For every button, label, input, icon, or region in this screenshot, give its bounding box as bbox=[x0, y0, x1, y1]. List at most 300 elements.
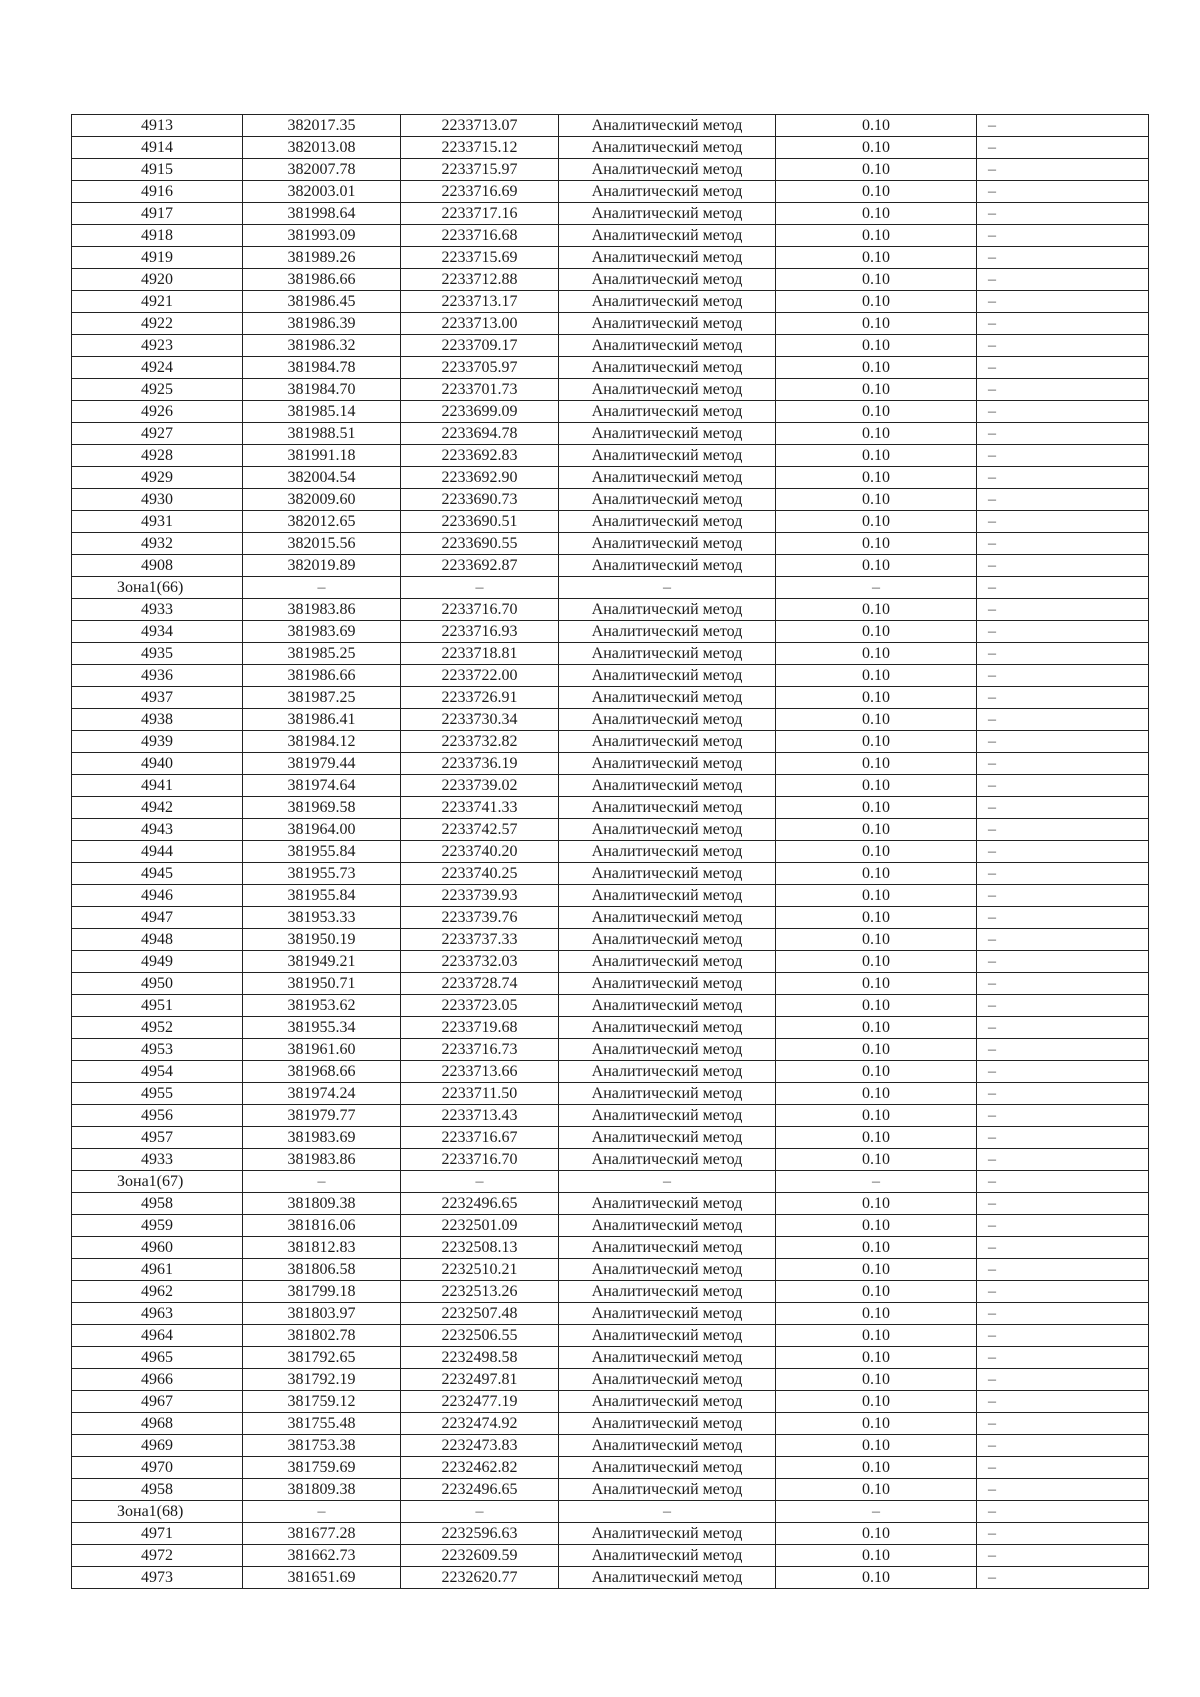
accuracy-cell: 0.10 bbox=[776, 1435, 977, 1457]
point-number-cell: 4957 bbox=[72, 1127, 243, 1149]
table-row bbox=[72, 621, 1149, 643]
y-coordinate-cell: 2233705.97 bbox=[401, 357, 559, 379]
note-cell: – bbox=[977, 203, 1149, 225]
accuracy-cell: 0.10 bbox=[776, 1149, 977, 1171]
table-row bbox=[72, 1435, 1149, 1457]
y-coordinate-cell: 2232620.77 bbox=[401, 1567, 559, 1589]
method-cell: Аналитический метод bbox=[559, 929, 776, 951]
x-coordinate-cell: 381974.64 bbox=[243, 775, 401, 797]
x-coordinate-cell: 381677.28 bbox=[243, 1523, 401, 1545]
accuracy-cell: 0.10 bbox=[776, 1105, 977, 1127]
note-cell: – bbox=[977, 621, 1149, 643]
y-coordinate-cell: 2232498.58 bbox=[401, 1347, 559, 1369]
note-cell: – bbox=[977, 599, 1149, 621]
accuracy-cell: 0.10 bbox=[776, 115, 977, 137]
y-coordinate-cell: 2233716.93 bbox=[401, 621, 559, 643]
method-cell: Аналитический метод bbox=[559, 247, 776, 269]
method-cell: Аналитический метод bbox=[559, 1061, 776, 1083]
y-coordinate-cell: 2232513.26 bbox=[401, 1281, 559, 1303]
point-number-cell: 4943 bbox=[72, 819, 243, 841]
note-cell: – bbox=[977, 1017, 1149, 1039]
note-cell: – bbox=[977, 665, 1149, 687]
x-coordinate-cell: 381998.64 bbox=[243, 203, 401, 225]
x-coordinate-cell: 381799.18 bbox=[243, 1281, 401, 1303]
table-row bbox=[72, 819, 1149, 841]
y-coordinate-cell: 2233692.90 bbox=[401, 467, 559, 489]
accuracy-cell: 0.10 bbox=[776, 1523, 977, 1545]
note-cell: – bbox=[977, 1215, 1149, 1237]
accuracy-cell: 0.10 bbox=[776, 1457, 977, 1479]
point-number-cell: 4967 bbox=[72, 1391, 243, 1413]
method-cell: Аналитический метод bbox=[559, 203, 776, 225]
x-coordinate-cell: 381984.70 bbox=[243, 379, 401, 401]
table-row bbox=[72, 247, 1149, 269]
accuracy-cell: 0.10 bbox=[776, 357, 977, 379]
x-coordinate-cell: 381662.73 bbox=[243, 1545, 401, 1567]
table-row bbox=[72, 1193, 1149, 1215]
point-number-cell: 4969 bbox=[72, 1435, 243, 1457]
y-coordinate-cell: 2232508.13 bbox=[401, 1237, 559, 1259]
point-number-cell: 4947 bbox=[72, 907, 243, 929]
y-coordinate-cell: 2232496.65 bbox=[401, 1193, 559, 1215]
accuracy-cell: 0.10 bbox=[776, 819, 977, 841]
note-cell: – bbox=[977, 1457, 1149, 1479]
x-coordinate-cell: 381806.58 bbox=[243, 1259, 401, 1281]
zone-header-row bbox=[72, 1171, 1149, 1193]
x-coordinate-cell: 381759.69 bbox=[243, 1457, 401, 1479]
x-coordinate-cell: 381983.69 bbox=[243, 1127, 401, 1149]
table-row bbox=[72, 687, 1149, 709]
table-row bbox=[72, 1325, 1149, 1347]
x-coordinate-cell: 381986.66 bbox=[243, 269, 401, 291]
zone-header-row bbox=[72, 1501, 1149, 1523]
x-coordinate-cell: 381986.39 bbox=[243, 313, 401, 335]
note-cell: – bbox=[977, 995, 1149, 1017]
accuracy-cell: 0.10 bbox=[776, 1413, 977, 1435]
accuracy-cell: 0.10 bbox=[776, 709, 977, 731]
method-cell: Аналитический метод bbox=[559, 1457, 776, 1479]
x-coordinate-cell: – bbox=[243, 577, 401, 599]
accuracy-cell: 0.10 bbox=[776, 797, 977, 819]
x-coordinate-cell: 382017.35 bbox=[243, 115, 401, 137]
note-cell: – bbox=[977, 115, 1149, 137]
table-row bbox=[72, 797, 1149, 819]
point-number-cell: 4973 bbox=[72, 1567, 243, 1589]
method-cell: Аналитический метод bbox=[559, 533, 776, 555]
accuracy-cell: 0.10 bbox=[776, 731, 977, 753]
table-row bbox=[72, 1413, 1149, 1435]
y-coordinate-cell: 2233732.03 bbox=[401, 951, 559, 973]
note-cell: – bbox=[977, 1369, 1149, 1391]
note-cell: – bbox=[977, 313, 1149, 335]
table-row bbox=[72, 1039, 1149, 1061]
note-cell: – bbox=[977, 1435, 1149, 1457]
table-row bbox=[72, 1259, 1149, 1281]
point-number-cell: 4924 bbox=[72, 357, 243, 379]
y-coordinate-cell: 2233692.83 bbox=[401, 445, 559, 467]
y-coordinate-cell: 2233694.78 bbox=[401, 423, 559, 445]
x-coordinate-cell: 381809.38 bbox=[243, 1193, 401, 1215]
x-coordinate-cell: 381809.38 bbox=[243, 1479, 401, 1501]
x-coordinate-cell: 381985.25 bbox=[243, 643, 401, 665]
note-cell: – bbox=[977, 797, 1149, 819]
note-cell: – bbox=[977, 225, 1149, 247]
table-row bbox=[72, 709, 1149, 731]
point-number-cell: 4933 bbox=[72, 1149, 243, 1171]
accuracy-cell: 0.10 bbox=[776, 1193, 977, 1215]
method-cell: Аналитический метод bbox=[559, 1413, 776, 1435]
y-coordinate-cell: 2233715.12 bbox=[401, 137, 559, 159]
table-row bbox=[72, 1457, 1149, 1479]
table-row bbox=[72, 1127, 1149, 1149]
method-cell: Аналитический метод bbox=[559, 137, 776, 159]
accuracy-cell: – bbox=[776, 1501, 977, 1523]
table-row bbox=[72, 1017, 1149, 1039]
method-cell: Аналитический метод bbox=[559, 1545, 776, 1567]
table-row bbox=[72, 467, 1149, 489]
y-coordinate-cell: 2232477.19 bbox=[401, 1391, 559, 1413]
y-coordinate-cell: 2233713.66 bbox=[401, 1061, 559, 1083]
point-number-cell: 4928 bbox=[72, 445, 243, 467]
note-cell: – bbox=[977, 1347, 1149, 1369]
note-cell: – bbox=[977, 577, 1149, 599]
table-row bbox=[72, 269, 1149, 291]
point-number-cell: 4949 bbox=[72, 951, 243, 973]
table-row bbox=[72, 841, 1149, 863]
table-row bbox=[72, 533, 1149, 555]
x-coordinate-cell: 381955.34 bbox=[243, 1017, 401, 1039]
note-cell: – bbox=[977, 643, 1149, 665]
method-cell: Аналитический метод bbox=[559, 313, 776, 335]
point-number-cell: 4958 bbox=[72, 1193, 243, 1215]
method-cell: Аналитический метод bbox=[559, 511, 776, 533]
method-cell: Аналитический метод bbox=[559, 621, 776, 643]
note-cell: – bbox=[977, 1061, 1149, 1083]
accuracy-cell: 0.10 bbox=[776, 687, 977, 709]
x-coordinate-cell: 381953.62 bbox=[243, 995, 401, 1017]
accuracy-cell: 0.10 bbox=[776, 907, 977, 929]
method-cell: Аналитический метод bbox=[559, 1479, 776, 1501]
point-number-cell: 4933 bbox=[72, 599, 243, 621]
x-coordinate-cell: 381984.12 bbox=[243, 731, 401, 753]
note-cell: – bbox=[977, 247, 1149, 269]
accuracy-cell: 0.10 bbox=[776, 1545, 977, 1567]
table-row bbox=[72, 885, 1149, 907]
accuracy-cell: 0.10 bbox=[776, 225, 977, 247]
point-number-cell: 4968 bbox=[72, 1413, 243, 1435]
accuracy-cell: 0.10 bbox=[776, 643, 977, 665]
y-coordinate-cell: 2233726.91 bbox=[401, 687, 559, 709]
x-coordinate-cell: 381964.00 bbox=[243, 819, 401, 841]
point-number-cell: 4930 bbox=[72, 489, 243, 511]
note-cell: – bbox=[977, 1501, 1149, 1523]
x-coordinate-cell: 381983.86 bbox=[243, 599, 401, 621]
method-cell: Аналитический метод bbox=[559, 841, 776, 863]
coordinates-table-body bbox=[72, 115, 1149, 1589]
method-cell: Аналитический метод bbox=[559, 1325, 776, 1347]
point-number-cell: 4927 bbox=[72, 423, 243, 445]
x-coordinate-cell: 382019.89 bbox=[243, 555, 401, 577]
note-cell: – bbox=[977, 819, 1149, 841]
point-number-cell: 4942 bbox=[72, 797, 243, 819]
table-row bbox=[72, 753, 1149, 775]
note-cell: – bbox=[977, 929, 1149, 951]
note-cell: – bbox=[977, 1523, 1149, 1545]
method-cell: – bbox=[559, 1171, 776, 1193]
point-number-cell: 4916 bbox=[72, 181, 243, 203]
y-coordinate-cell: 2232473.83 bbox=[401, 1435, 559, 1457]
y-coordinate-cell: 2233716.67 bbox=[401, 1127, 559, 1149]
point-number-cell: 4951 bbox=[72, 995, 243, 1017]
point-number-cell: 4963 bbox=[72, 1303, 243, 1325]
table-row bbox=[72, 555, 1149, 577]
note-cell: – bbox=[977, 423, 1149, 445]
accuracy-cell: 0.10 bbox=[776, 1281, 977, 1303]
y-coordinate-cell: 2233713.07 bbox=[401, 115, 559, 137]
y-coordinate-cell: 2233716.73 bbox=[401, 1039, 559, 1061]
method-cell: Аналитический метод bbox=[559, 269, 776, 291]
note-cell: – bbox=[977, 753, 1149, 775]
table-row bbox=[72, 1347, 1149, 1369]
accuracy-cell: 0.10 bbox=[776, 1215, 977, 1237]
method-cell: – bbox=[559, 1501, 776, 1523]
coordinates-table bbox=[71, 114, 1149, 1589]
point-number-cell: 4908 bbox=[72, 555, 243, 577]
y-coordinate-cell: 2233728.74 bbox=[401, 973, 559, 995]
table-row bbox=[72, 1545, 1149, 1567]
note-cell: – bbox=[977, 1039, 1149, 1061]
note-cell: – bbox=[977, 775, 1149, 797]
accuracy-cell: 0.10 bbox=[776, 1237, 977, 1259]
table-row bbox=[72, 489, 1149, 511]
y-coordinate-cell: 2232462.82 bbox=[401, 1457, 559, 1479]
table-row bbox=[72, 1281, 1149, 1303]
point-number-cell: 4954 bbox=[72, 1061, 243, 1083]
method-cell: Аналитический метод bbox=[559, 973, 776, 995]
method-cell: Аналитический метод bbox=[559, 1039, 776, 1061]
method-cell: Аналитический метод bbox=[559, 291, 776, 313]
y-coordinate-cell: – bbox=[401, 577, 559, 599]
note-cell: – bbox=[977, 1281, 1149, 1303]
accuracy-cell: 0.10 bbox=[776, 335, 977, 357]
method-cell: Аналитический метод bbox=[559, 599, 776, 621]
note-cell: – bbox=[977, 1391, 1149, 1413]
note-cell: – bbox=[977, 709, 1149, 731]
point-number-cell: 4948 bbox=[72, 929, 243, 951]
method-cell: Аналитический метод bbox=[559, 1347, 776, 1369]
note-cell: – bbox=[977, 1325, 1149, 1347]
y-coordinate-cell: 2233716.70 bbox=[401, 1149, 559, 1171]
accuracy-cell: 0.10 bbox=[776, 1567, 977, 1589]
accuracy-cell: 0.10 bbox=[776, 247, 977, 269]
y-coordinate-cell: 2232497.81 bbox=[401, 1369, 559, 1391]
note-cell: – bbox=[977, 445, 1149, 467]
note-cell: – bbox=[977, 269, 1149, 291]
method-cell: Аналитический метод bbox=[559, 995, 776, 1017]
accuracy-cell: 0.10 bbox=[776, 621, 977, 643]
point-number-cell: 4917 bbox=[72, 203, 243, 225]
note-cell: – bbox=[977, 1413, 1149, 1435]
note-cell: – bbox=[977, 555, 1149, 577]
x-coordinate-cell: 381968.66 bbox=[243, 1061, 401, 1083]
y-coordinate-cell: 2233736.19 bbox=[401, 753, 559, 775]
note-cell: – bbox=[977, 489, 1149, 511]
x-coordinate-cell: 381979.44 bbox=[243, 753, 401, 775]
method-cell: Аналитический метод bbox=[559, 1083, 776, 1105]
point-number-cell: 4966 bbox=[72, 1369, 243, 1391]
y-coordinate-cell: 2233690.73 bbox=[401, 489, 559, 511]
note-cell: – bbox=[977, 1083, 1149, 1105]
accuracy-cell: 0.10 bbox=[776, 863, 977, 885]
method-cell: Аналитический метод bbox=[559, 797, 776, 819]
x-coordinate-cell: 381986.32 bbox=[243, 335, 401, 357]
zone-label-cell: Зона1(66) bbox=[72, 577, 243, 599]
accuracy-cell: 0.10 bbox=[776, 1127, 977, 1149]
table-row bbox=[72, 357, 1149, 379]
x-coordinate-cell: 382013.08 bbox=[243, 137, 401, 159]
accuracy-cell: 0.10 bbox=[776, 665, 977, 687]
method-cell: Аналитический метод bbox=[559, 907, 776, 929]
note-cell: – bbox=[977, 181, 1149, 203]
method-cell: Аналитический метод bbox=[559, 1435, 776, 1457]
note-cell: – bbox=[977, 951, 1149, 973]
point-number-cell: 4920 bbox=[72, 269, 243, 291]
accuracy-cell: 0.10 bbox=[776, 973, 977, 995]
accuracy-cell: 0.10 bbox=[776, 401, 977, 423]
x-coordinate-cell: – bbox=[243, 1501, 401, 1523]
x-coordinate-cell: 382009.60 bbox=[243, 489, 401, 511]
table-row bbox=[72, 335, 1149, 357]
accuracy-cell: 0.10 bbox=[776, 181, 977, 203]
method-cell: Аналитический метод bbox=[559, 401, 776, 423]
point-number-cell: 4946 bbox=[72, 885, 243, 907]
point-number-cell: 4970 bbox=[72, 1457, 243, 1479]
y-coordinate-cell: – bbox=[401, 1171, 559, 1193]
x-coordinate-cell: 381991.18 bbox=[243, 445, 401, 467]
y-coordinate-cell: 2233692.87 bbox=[401, 555, 559, 577]
method-cell: Аналитический метод bbox=[559, 1303, 776, 1325]
x-coordinate-cell: 382004.54 bbox=[243, 467, 401, 489]
x-coordinate-cell: 381983.69 bbox=[243, 621, 401, 643]
y-coordinate-cell: 2233711.50 bbox=[401, 1083, 559, 1105]
note-cell: – bbox=[977, 159, 1149, 181]
method-cell: Аналитический метод bbox=[559, 423, 776, 445]
note-cell: – bbox=[977, 1303, 1149, 1325]
y-coordinate-cell: 2233718.81 bbox=[401, 643, 559, 665]
x-coordinate-cell: 381983.86 bbox=[243, 1149, 401, 1171]
note-cell: – bbox=[977, 511, 1149, 533]
point-number-cell: 4915 bbox=[72, 159, 243, 181]
x-coordinate-cell: 381759.12 bbox=[243, 1391, 401, 1413]
point-number-cell: 4914 bbox=[72, 137, 243, 159]
point-number-cell: 4965 bbox=[72, 1347, 243, 1369]
x-coordinate-cell: – bbox=[243, 1171, 401, 1193]
accuracy-cell: 0.10 bbox=[776, 841, 977, 863]
method-cell: Аналитический метод bbox=[559, 489, 776, 511]
table-row bbox=[72, 445, 1149, 467]
zone-label-cell: Зона1(67) bbox=[72, 1171, 243, 1193]
accuracy-cell: 0.10 bbox=[776, 775, 977, 797]
table-row bbox=[72, 907, 1149, 929]
method-cell: Аналитический метод bbox=[559, 1149, 776, 1171]
accuracy-cell: 0.10 bbox=[776, 885, 977, 907]
x-coordinate-cell: 381955.73 bbox=[243, 863, 401, 885]
method-cell: Аналитический метод bbox=[559, 643, 776, 665]
y-coordinate-cell: 2232501.09 bbox=[401, 1215, 559, 1237]
point-number-cell: 4937 bbox=[72, 687, 243, 709]
point-number-cell: 4950 bbox=[72, 973, 243, 995]
y-coordinate-cell: 2233716.68 bbox=[401, 225, 559, 247]
table-row bbox=[72, 1303, 1149, 1325]
note-cell: – bbox=[977, 731, 1149, 753]
method-cell: Аналитический метод bbox=[559, 819, 776, 841]
accuracy-cell: 0.10 bbox=[776, 1259, 977, 1281]
method-cell: – bbox=[559, 577, 776, 599]
y-coordinate-cell: 2233723.05 bbox=[401, 995, 559, 1017]
y-coordinate-cell: 2233699.09 bbox=[401, 401, 559, 423]
point-number-cell: 4964 bbox=[72, 1325, 243, 1347]
accuracy-cell: 0.10 bbox=[776, 269, 977, 291]
table-row bbox=[72, 599, 1149, 621]
note-cell: – bbox=[977, 379, 1149, 401]
table-row bbox=[72, 203, 1149, 225]
table-row bbox=[72, 313, 1149, 335]
accuracy-cell: 0.10 bbox=[776, 489, 977, 511]
point-number-cell: 4913 bbox=[72, 115, 243, 137]
y-coordinate-cell: 2232510.21 bbox=[401, 1259, 559, 1281]
method-cell: Аналитический метод bbox=[559, 709, 776, 731]
method-cell: Аналитический метод bbox=[559, 1193, 776, 1215]
table-row bbox=[72, 973, 1149, 995]
y-coordinate-cell: 2233740.25 bbox=[401, 863, 559, 885]
point-number-cell: 4939 bbox=[72, 731, 243, 753]
x-coordinate-cell: 381969.58 bbox=[243, 797, 401, 819]
method-cell: Аналитический метод bbox=[559, 181, 776, 203]
table-row bbox=[72, 291, 1149, 313]
point-number-cell: 4922 bbox=[72, 313, 243, 335]
point-number-cell: 4932 bbox=[72, 533, 243, 555]
accuracy-cell: 0.10 bbox=[776, 1017, 977, 1039]
method-cell: Аналитический метод bbox=[559, 687, 776, 709]
x-coordinate-cell: 381979.77 bbox=[243, 1105, 401, 1127]
accuracy-cell: 0.10 bbox=[776, 1061, 977, 1083]
y-coordinate-cell: 2233716.70 bbox=[401, 599, 559, 621]
y-coordinate-cell: 2232609.59 bbox=[401, 1545, 559, 1567]
method-cell: Аналитический метод bbox=[559, 1017, 776, 1039]
y-coordinate-cell: 2232496.65 bbox=[401, 1479, 559, 1501]
point-number-cell: 4958 bbox=[72, 1479, 243, 1501]
table-row bbox=[72, 1215, 1149, 1237]
method-cell: Аналитический метод bbox=[559, 665, 776, 687]
y-coordinate-cell: 2233737.33 bbox=[401, 929, 559, 951]
accuracy-cell: 0.10 bbox=[776, 1083, 977, 1105]
y-coordinate-cell: 2233713.00 bbox=[401, 313, 559, 335]
accuracy-cell: 0.10 bbox=[776, 753, 977, 775]
table-row bbox=[72, 181, 1149, 203]
accuracy-cell: – bbox=[776, 577, 977, 599]
table-row bbox=[72, 423, 1149, 445]
method-cell: Аналитический метод bbox=[559, 1127, 776, 1149]
point-number-cell: 4959 bbox=[72, 1215, 243, 1237]
table-row bbox=[72, 401, 1149, 423]
table-row bbox=[72, 1237, 1149, 1259]
y-coordinate-cell: 2233715.69 bbox=[401, 247, 559, 269]
x-coordinate-cell: 381955.84 bbox=[243, 841, 401, 863]
note-cell: – bbox=[977, 291, 1149, 313]
table-row bbox=[72, 995, 1149, 1017]
point-number-cell: 4940 bbox=[72, 753, 243, 775]
note-cell: – bbox=[977, 863, 1149, 885]
